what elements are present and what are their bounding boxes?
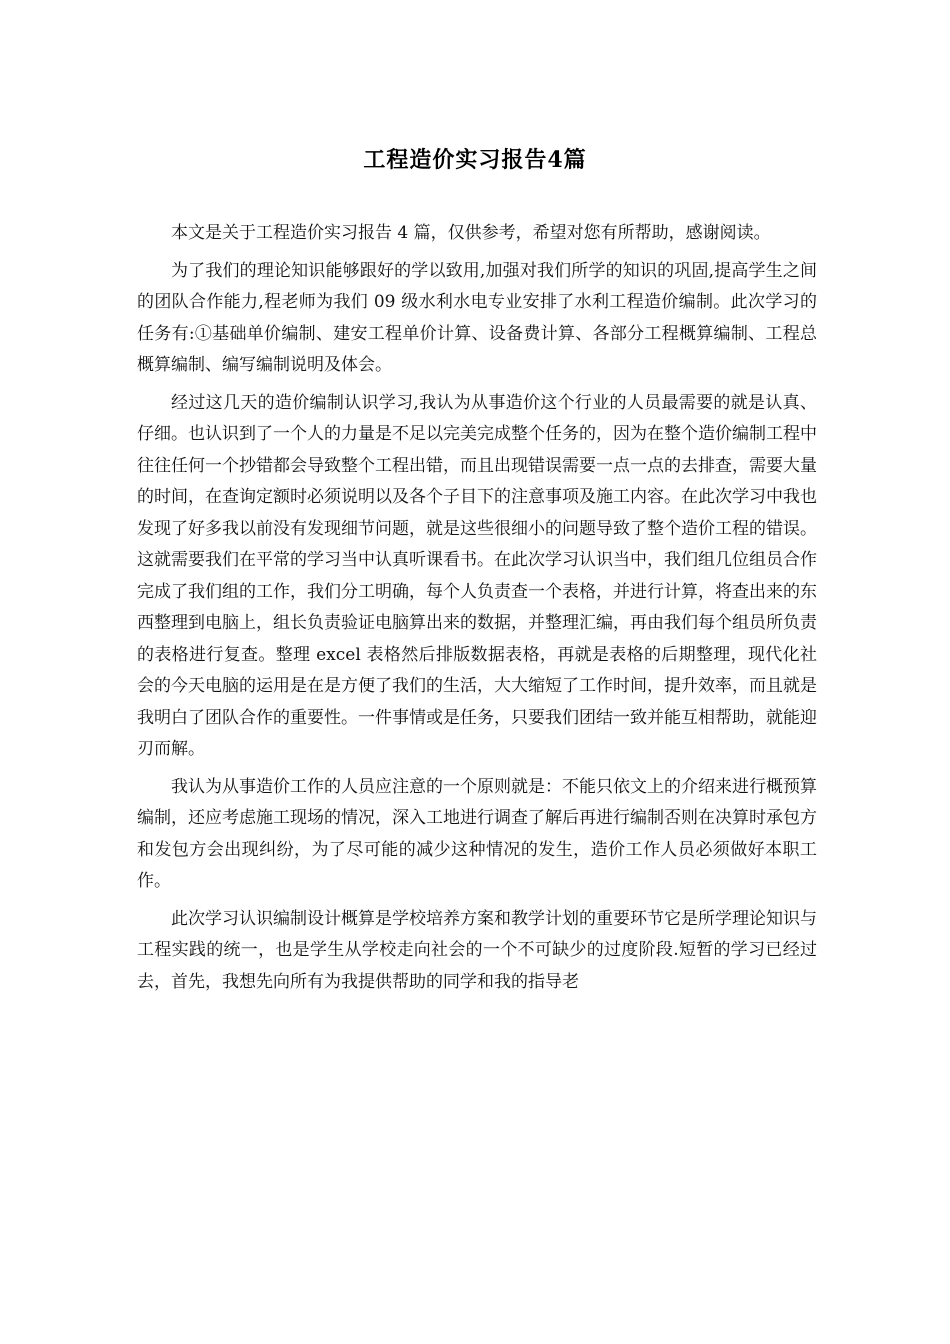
paragraph-task: 为了我们的理论知识能够跟好的学以致用,加强对我们所学的知识的巩固,提高学生之间的团队合作能力,程老师为我们 09 级水利水电专业安排了水利工程造价编制。此次学习的任务有:①基础单价编制、建安工程单价计算、设备费计算、各部分工程概算编制、工程总概算编制、编写编制说明及体会。 — [137, 260, 817, 375]
document-body — [137, 218, 817, 1004]
document-title: 工程造价实习报告4篇 — [363, 147, 587, 173]
paragraph-principle: 我认为从事造价工作的人员应注意的一个原则就是：不能只依文上的介绍来进行概预算编制，还应考虑施工现场的情况，深入工地进行调查了解后再进行编制否则在决算时承包方和发包方会出现纠纷，为了尽可能的减少这种情况的发生，造价工作人员必须做好本职工作。 — [137, 776, 817, 891]
paragraph-intro: 本文是关于工程造价实习报告 4 篇，仅供参考，希望对您有所帮助，感谢阅读。 — [171, 223, 771, 243]
paragraph-experience: 经过这几天的造价编制认识学习,我认为从事造价这个行业的人员最需要的就是认真、仔细。也认识到了一个人的力量是不足以完美完成整个任务的，因为在整个造价编制工程中往往任何一个抄错都会导致整个工程出错，而且出现错误需要一点一点的去排查，需要大量的时间，在查询定额时必须说明以及各个子目下的注意事项及施工内容。在此次学习中我也发现了好多我以前没有发现细节问题，就是这些很细小的问题导致了整个造价工程的错误。这就需要我们在平常的学习当中认真听课看书。在此次学习认识当中，我们组几位组员合作完成了我们组的工作，我们分工明确，每个人负责查一个表格，并进行计算，将查出来的东西整理到电脑上，组长负责验证电脑算出来的数据，并整理汇编，再由我们每个组员所负责的表格进行复查。整理 excel 表格然后排版数据表格，再就是表格的后期整理，现代化社会的今天电脑的运用是在是方便了我们的生活，大大缩短了工作时间，提升效率，而且就是我明白了团队合作的重要性。一件事情或是任务，只要我们团结一致并能互相帮助，就能迎刃而解。 — [137, 392, 817, 759]
paragraph-summary: 此次学习认识编制设计概算是学校培养方案和教学计划的重要环节它是所学理论知识与工程实践的统一，也是学生从学校走向社会的一个不可缺少的过度阶段.短暂的学习已经过去，首先，我想先向所有为我提供帮助的同学和我的指导老 — [137, 908, 817, 992]
